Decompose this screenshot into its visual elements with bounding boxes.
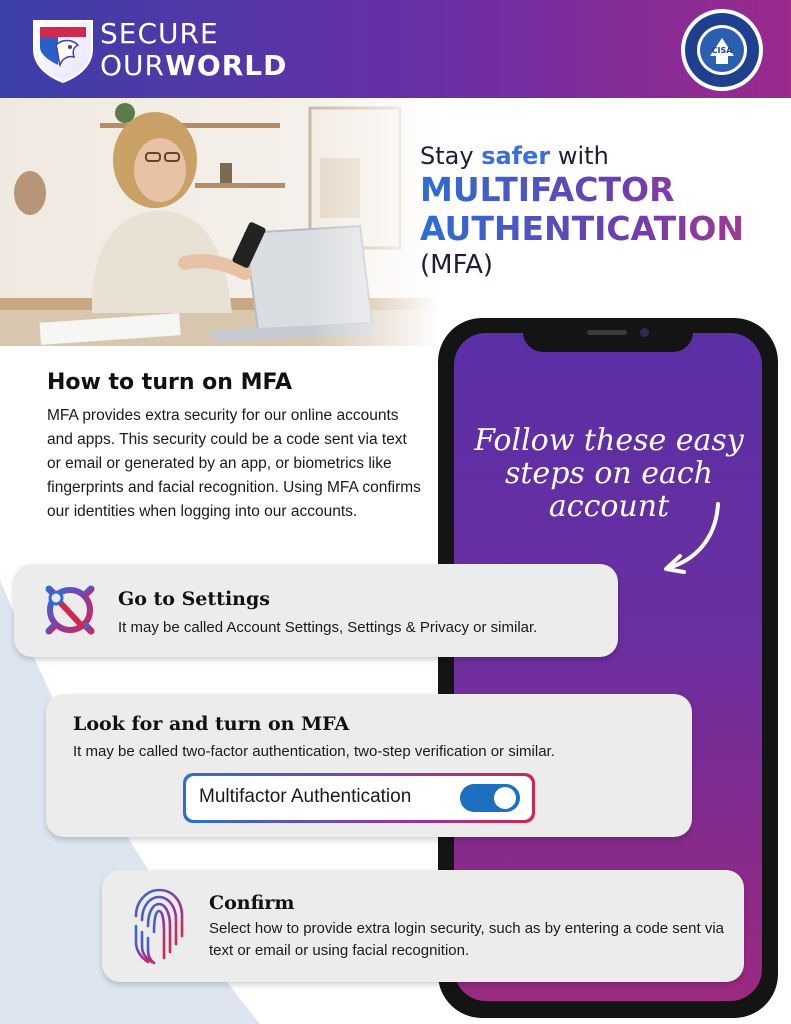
- fingerprint-icon: [130, 886, 188, 966]
- page-title-block: [420, 142, 780, 280]
- secure-our-world-logo: [100, 17, 288, 82]
- mfa-toggle-label: Multifactor Authentication: [199, 786, 412, 807]
- phone-notch: [523, 318, 693, 352]
- logo-line2: [100, 49, 288, 82]
- logo-line1: SECURE: [100, 17, 219, 50]
- howto-body: MFA provides extra security for our online accounts and apps. This security could be a code sent via text or email or generated by an app, or biometrics like fingerprints and facial recognition. Using MFA confirms our identities when logging into our accounts.: [47, 407, 421, 520]
- phone-camera: [640, 328, 649, 337]
- secure-our-world-shield-icon: [28, 15, 98, 85]
- note-line1: Follow these easy: [474, 423, 744, 458]
- curved-arrow-icon: [656, 498, 726, 578]
- note-line2: steps on each: [504, 456, 714, 491]
- title-line1: MULTIFACTOR: [420, 172, 780, 209]
- title-line2: AUTHENTICATION: [420, 211, 780, 248]
- title-abbreviation: (MFA): [420, 249, 494, 280]
- step3-text: Select how to provide extra login security, such as by entering a code sent via text or email or using facial recognition.: [209, 920, 725, 959]
- seal-abbr: CISA: [711, 46, 733, 55]
- woman-using-phone-photo: [0, 98, 440, 346]
- step2-text: It may be called two-factor authentication, two-step verification or similar.: [73, 743, 555, 760]
- title-intro: [420, 142, 780, 170]
- step-card-settings: [14, 564, 618, 657]
- howto-heading: How to turn on MFA: [47, 370, 293, 395]
- logo-line2-bold: WORLD: [165, 49, 288, 82]
- cisa-seal-icon: [680, 8, 764, 92]
- logo-line2-prefix: OUR: [100, 49, 165, 82]
- title-intro-post: with: [550, 142, 609, 170]
- title-intro-emphasis: safer: [481, 142, 551, 170]
- step2-title: Look for and turn on MFA: [73, 713, 350, 735]
- mfa-toggle-knob: [494, 787, 516, 809]
- step1-text: It may be called Account Settings, Settings & Privacy or similar.: [118, 619, 538, 636]
- step1-title: Go to Settings: [118, 588, 270, 610]
- title-intro-pre: Stay: [420, 142, 482, 170]
- gear-wrench-icon: [36, 576, 104, 644]
- note-line3: account: [548, 489, 670, 524]
- step3-title: Confirm: [209, 892, 295, 914]
- phone-speaker: [587, 330, 627, 335]
